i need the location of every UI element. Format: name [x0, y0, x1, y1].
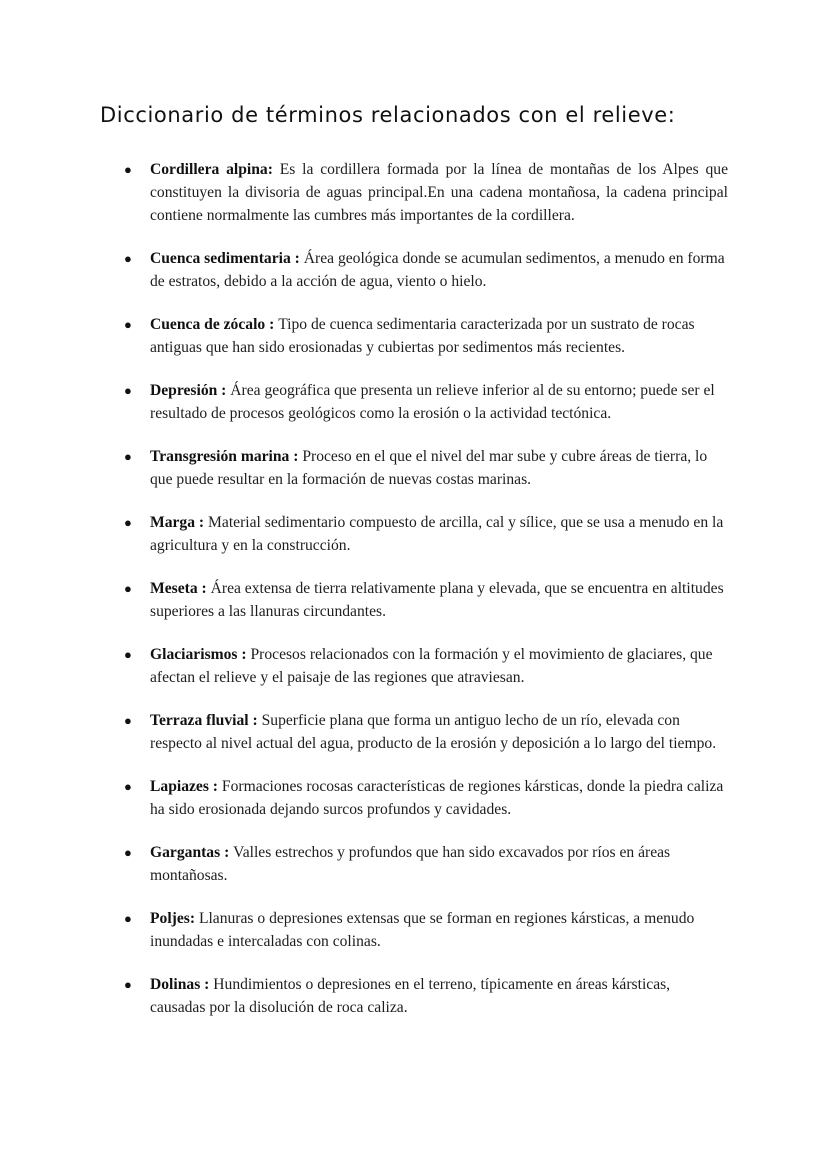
term-name: Depresión :: [150, 382, 231, 399]
bullet-icon: ●: [124, 449, 132, 464]
term-definition: Área geográfica que presenta un relieve inferior al de su entorno; puede ser el resultado de procesos geológicos como la erosión o la actividad tectónica.: [150, 382, 715, 422]
term-name: Lapiazes :: [150, 778, 222, 795]
bullet-icon: ●: [124, 911, 132, 926]
term-name: Poljes:: [150, 910, 199, 927]
glossary-item-cuenca-sedimentaria: [120, 247, 728, 293]
term-definition: Formaciones rocosas características de regiones kársticas, donde la piedra caliza ha sido erosionada dejando surcos profundos y cavidades.: [150, 778, 724, 818]
term-definition: Valles estrechos y profundos que han sido excavados por ríos en áreas montañosas.: [150, 844, 671, 884]
bullet-icon: ●: [124, 845, 132, 860]
bullet-icon: ●: [124, 317, 132, 332]
term-definition: Material sedimentario compuesto de arcilla, cal y sílice, que se usa a menudo en la agricultura y en la construcción.: [150, 514, 724, 554]
glossary-item-transgresion-marina: [120, 445, 728, 491]
bullet-icon: ●: [124, 581, 132, 596]
term-name: Terraza fluvial :: [150, 712, 262, 729]
term-definition: Es la cordillera formada por la línea de montañas de los Alpes que constituyen la divisoria de aguas principal.En una cadena montañosa, la cadena principal contiene normalmente las cumbres más importantes de la cordillera.: [150, 161, 728, 224]
bullet-icon: ●: [124, 251, 132, 266]
glossary-item-lapiazes: [120, 775, 728, 821]
bullet-icon: ●: [124, 647, 132, 662]
term-definition: Área extensa de tierra relativamente plana y elevada, que se encuentra en altitudes superiores a las llanuras circundantes.: [150, 580, 724, 620]
term-name: Dolinas :: [150, 976, 214, 993]
term-definition: Área geológica donde se acumulan sedimentos, a menudo en forma de estratos, debido a la acción de agua, viento o hielo.: [150, 250, 725, 290]
bullet-icon: ●: [124, 713, 132, 728]
glossary-item-depresion: [120, 379, 728, 425]
term-definition: Llanuras o depresiones extensas que se forman en regiones kársticas, a menudo inundadas e intercaladas con colinas.: [150, 910, 695, 950]
term-name: Cuenca de zócalo :: [150, 316, 279, 333]
term-name: Transgresión marina :: [150, 448, 303, 465]
term-name: Meseta :: [150, 580, 211, 597]
term-name: Cuenca sedimentaria :: [150, 250, 304, 267]
term-name: Glaciarismos :: [150, 646, 251, 663]
glossary-list: [120, 158, 728, 1039]
term-name: Gargantas :: [150, 844, 234, 861]
page-title: Diccionario de términos relacionados con el relieve:: [100, 103, 676, 127]
glossary-item-marga: [120, 511, 728, 557]
bullet-icon: ●: [124, 162, 132, 177]
glossary-item-dolinas: [120, 973, 728, 1019]
bullet-icon: ●: [124, 515, 132, 530]
glossary-item-glaciarismos: [120, 643, 728, 689]
glossary-item-poljes: [120, 907, 728, 953]
term-definition: Proceso en el que el nivel del mar sube y cubre áreas de tierra, lo que puede resultar en la formación de nuevas costas marinas.: [150, 448, 708, 488]
term-definition: Hundimientos o depresiones en el terreno, típicamente en áreas kársticas, causadas por la disolución de roca caliza.: [150, 976, 671, 1016]
glossary-item-cuenca-de-zocalo: [120, 313, 728, 359]
bullet-icon: ●: [124, 383, 132, 398]
glossary-item-terraza-fluvial: [120, 709, 728, 755]
bullet-icon: ●: [124, 977, 132, 992]
glossary-item-gargantas: [120, 841, 728, 887]
term-definition: Superficie plana que forma un antiguo lecho de un río, elevada con respecto al nivel actual del agua, producto de la erosión y deposición a lo largo del tiempo.: [150, 712, 717, 752]
glossary-item-meseta: [120, 577, 728, 623]
term-definition: Tipo de cuenca sedimentaria caracterizada por un sustrato de rocas antiguas que han sido erosionadas y cubiertas por sedimentos más recientes.: [150, 316, 695, 356]
term-name: Cordillera alpina:: [150, 161, 280, 178]
glossary-item-cordillera-alpina: [120, 158, 728, 227]
term-name: Marga :: [150, 514, 209, 531]
term-definition: Procesos relacionados con la formación y el movimiento de glaciares, que afectan el relieve y el paisaje de las regiones que atraviesan.: [150, 646, 713, 686]
bullet-icon: ●: [124, 779, 132, 794]
